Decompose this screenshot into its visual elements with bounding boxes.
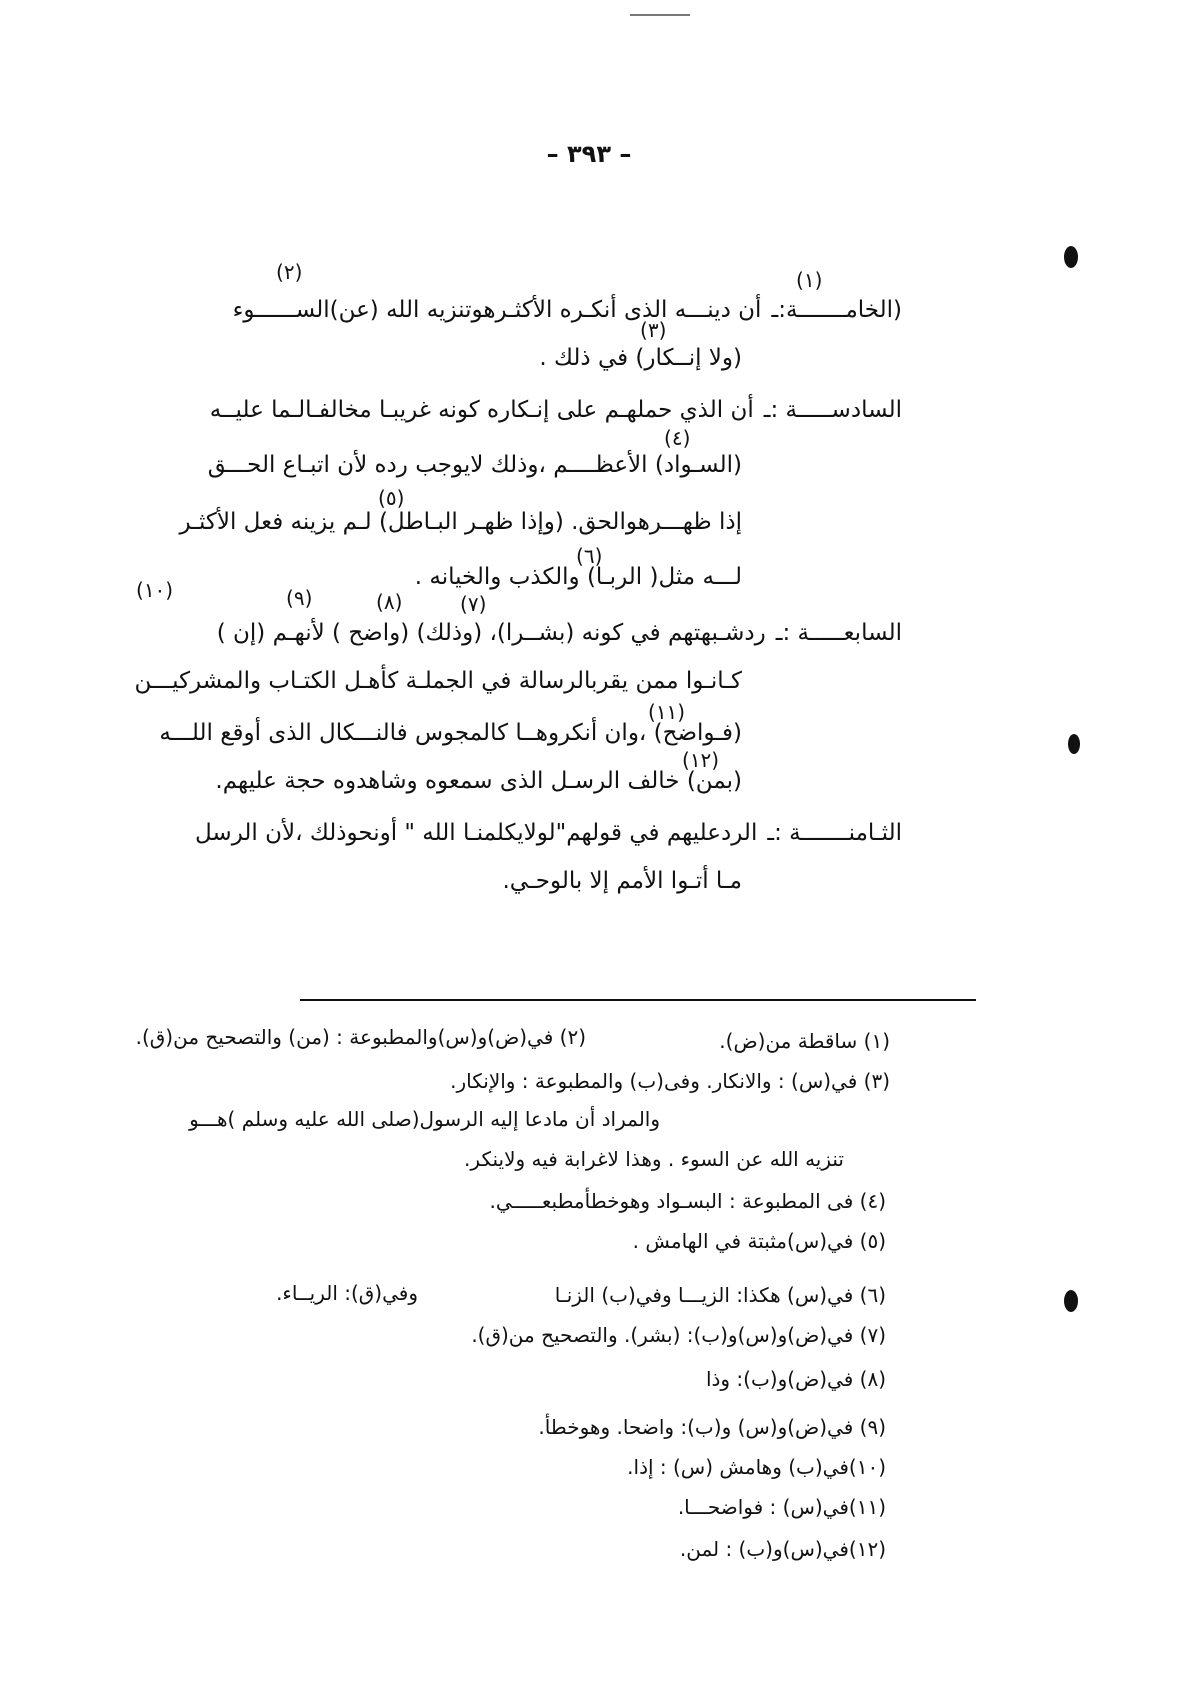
paragraph-sixth-line: إذا ظهـــرهوالحق. (وإذا ظهـر البـاطل) لـم يزينه فعل الأكثـر bbox=[179, 509, 742, 535]
reference-number: (٢) bbox=[276, 260, 303, 284]
paragraph-fifth-line bbox=[233, 295, 902, 325]
section-label: (الخامـــــــة:ـ bbox=[771, 297, 902, 323]
paragraph-seventh-line: (بمن) خالف الرسـل الذى سمعوه وشاهدوه حجة عليهم. bbox=[215, 768, 742, 794]
paragraph-seventh-line: (فـواضح) ،وان أنكروهــا كالمجوس فالنـــكال الذى أوقع اللـــه bbox=[159, 720, 742, 746]
footnote: (٨) في(ض)و(ب): وذا bbox=[705, 1367, 886, 1391]
scan-mark bbox=[1068, 734, 1080, 754]
scan-mark bbox=[1064, 246, 1078, 268]
reference-number: (٦) bbox=[576, 544, 603, 568]
footnote-divider bbox=[300, 999, 976, 1001]
paragraph-sixth-line bbox=[210, 395, 902, 425]
reference-number: (٨) bbox=[376, 590, 403, 614]
section-label: السادســـــة :ـ bbox=[763, 397, 902, 423]
footnote: (١) ساقطة من(ض). bbox=[719, 1029, 890, 1053]
paragraph-sixth-line: (السـواد) الأعظــــم ،وذلك لايوجب رده لأن اتبـاع الحـــق bbox=[207, 452, 742, 478]
reference-number: (٧) bbox=[460, 592, 487, 616]
footnote: (٤) فى المطبوعة : البسـواد وهوخطأمطبعـــــي. bbox=[489, 1189, 886, 1213]
footnote: (٧) في(ض)و(س)و(ب): (بشر). والتصحيح من(ق). bbox=[471, 1323, 886, 1347]
paragraph-text: أن الذي حملهـم على إنـكاره كونه غريبـا مخالفـالـما عليــه bbox=[209, 397, 754, 423]
scan-mark bbox=[1064, 1290, 1078, 1312]
reference-number: (٥) bbox=[378, 486, 405, 510]
reference-number: (١١) bbox=[648, 700, 686, 724]
paragraph-text: الردعليهم في قولهم"لولايكلمنـا الله " أونحوذلك ،لأن الرسل bbox=[195, 820, 758, 846]
reference-number: (٣) bbox=[640, 318, 667, 342]
scan-speck bbox=[630, 14, 690, 16]
footnote: (١٠)في(ب) وهامش (س) : إذا. bbox=[627, 1455, 886, 1479]
footnote: وفي(ق): الريــاء. bbox=[276, 1281, 418, 1305]
paragraph-seventh-line bbox=[217, 618, 902, 648]
reference-number: (٤) bbox=[664, 426, 691, 450]
paragraph-sixth-line: لـــه مثل( الربـا) والكذب والخيانه . bbox=[414, 564, 742, 590]
paragraph-text: ردشـبهتهم في كونه (بشــرا)، (وذلك) (واضح ) لأنهـم (إن ) bbox=[216, 620, 766, 646]
paragraph-seventh-line: كـانـوا ممن يقربالرسالة في الجملـة كأهـل الكتـاب والمشركيـــن bbox=[134, 668, 742, 694]
footnote: والمراد أن مادعا إليه الرسول(صلى الله عليه وسلم )هـــو bbox=[189, 1107, 660, 1131]
reference-number: (٩) bbox=[286, 586, 313, 610]
footnote: تنزيه الله عن السوء . وهذا لاغرابة فيه ولاينكر. bbox=[464, 1147, 844, 1171]
page-number: – ٣٩٣ – bbox=[546, 140, 632, 168]
reference-number: (١) bbox=[796, 268, 823, 292]
paragraph-fifth-line: (ولا إنــكار) في ذلك . bbox=[539, 345, 742, 371]
paragraph-text: أن دينـــه الذى أنكـره الأكثـرهوتنزيه الله (عن)الســــــوء bbox=[232, 297, 762, 323]
paragraph-eighth-line: مـا أتـوا الأمم إلا بالوحـي. bbox=[502, 868, 742, 894]
footnote: (٣) في(س) : والانكار. وفى(ب) والمطبوعة : والإنكار. bbox=[450, 1069, 890, 1093]
section-label: الثـامنـــــــة :ـ bbox=[767, 820, 902, 846]
footnote: (٢) في(ض)و(س)والمطبوعة : (من) والتصحيح من(ق). bbox=[135, 1025, 586, 1049]
footnote: (١٢)في(س)و(ب) : لمن. bbox=[679, 1537, 886, 1561]
footnote: (٩) في(ض)و(س) و(ب): واضحا. وهوخطأ. bbox=[538, 1415, 886, 1439]
section-label: السابعـــــة :ـ bbox=[775, 620, 902, 646]
paragraph-eighth-line bbox=[195, 818, 902, 848]
footnote: (١١)في(س) : فواضحـــا. bbox=[677, 1495, 886, 1519]
footnote: (٥) في(س)مثبتة في الهامش . bbox=[632, 1229, 886, 1253]
reference-number: (١٠) bbox=[136, 578, 174, 602]
footnote: (٦) في(س) هكذا: الزيـــا وفي(ب) الزنـا bbox=[554, 1283, 886, 1307]
reference-number: (١٢) bbox=[682, 748, 720, 772]
